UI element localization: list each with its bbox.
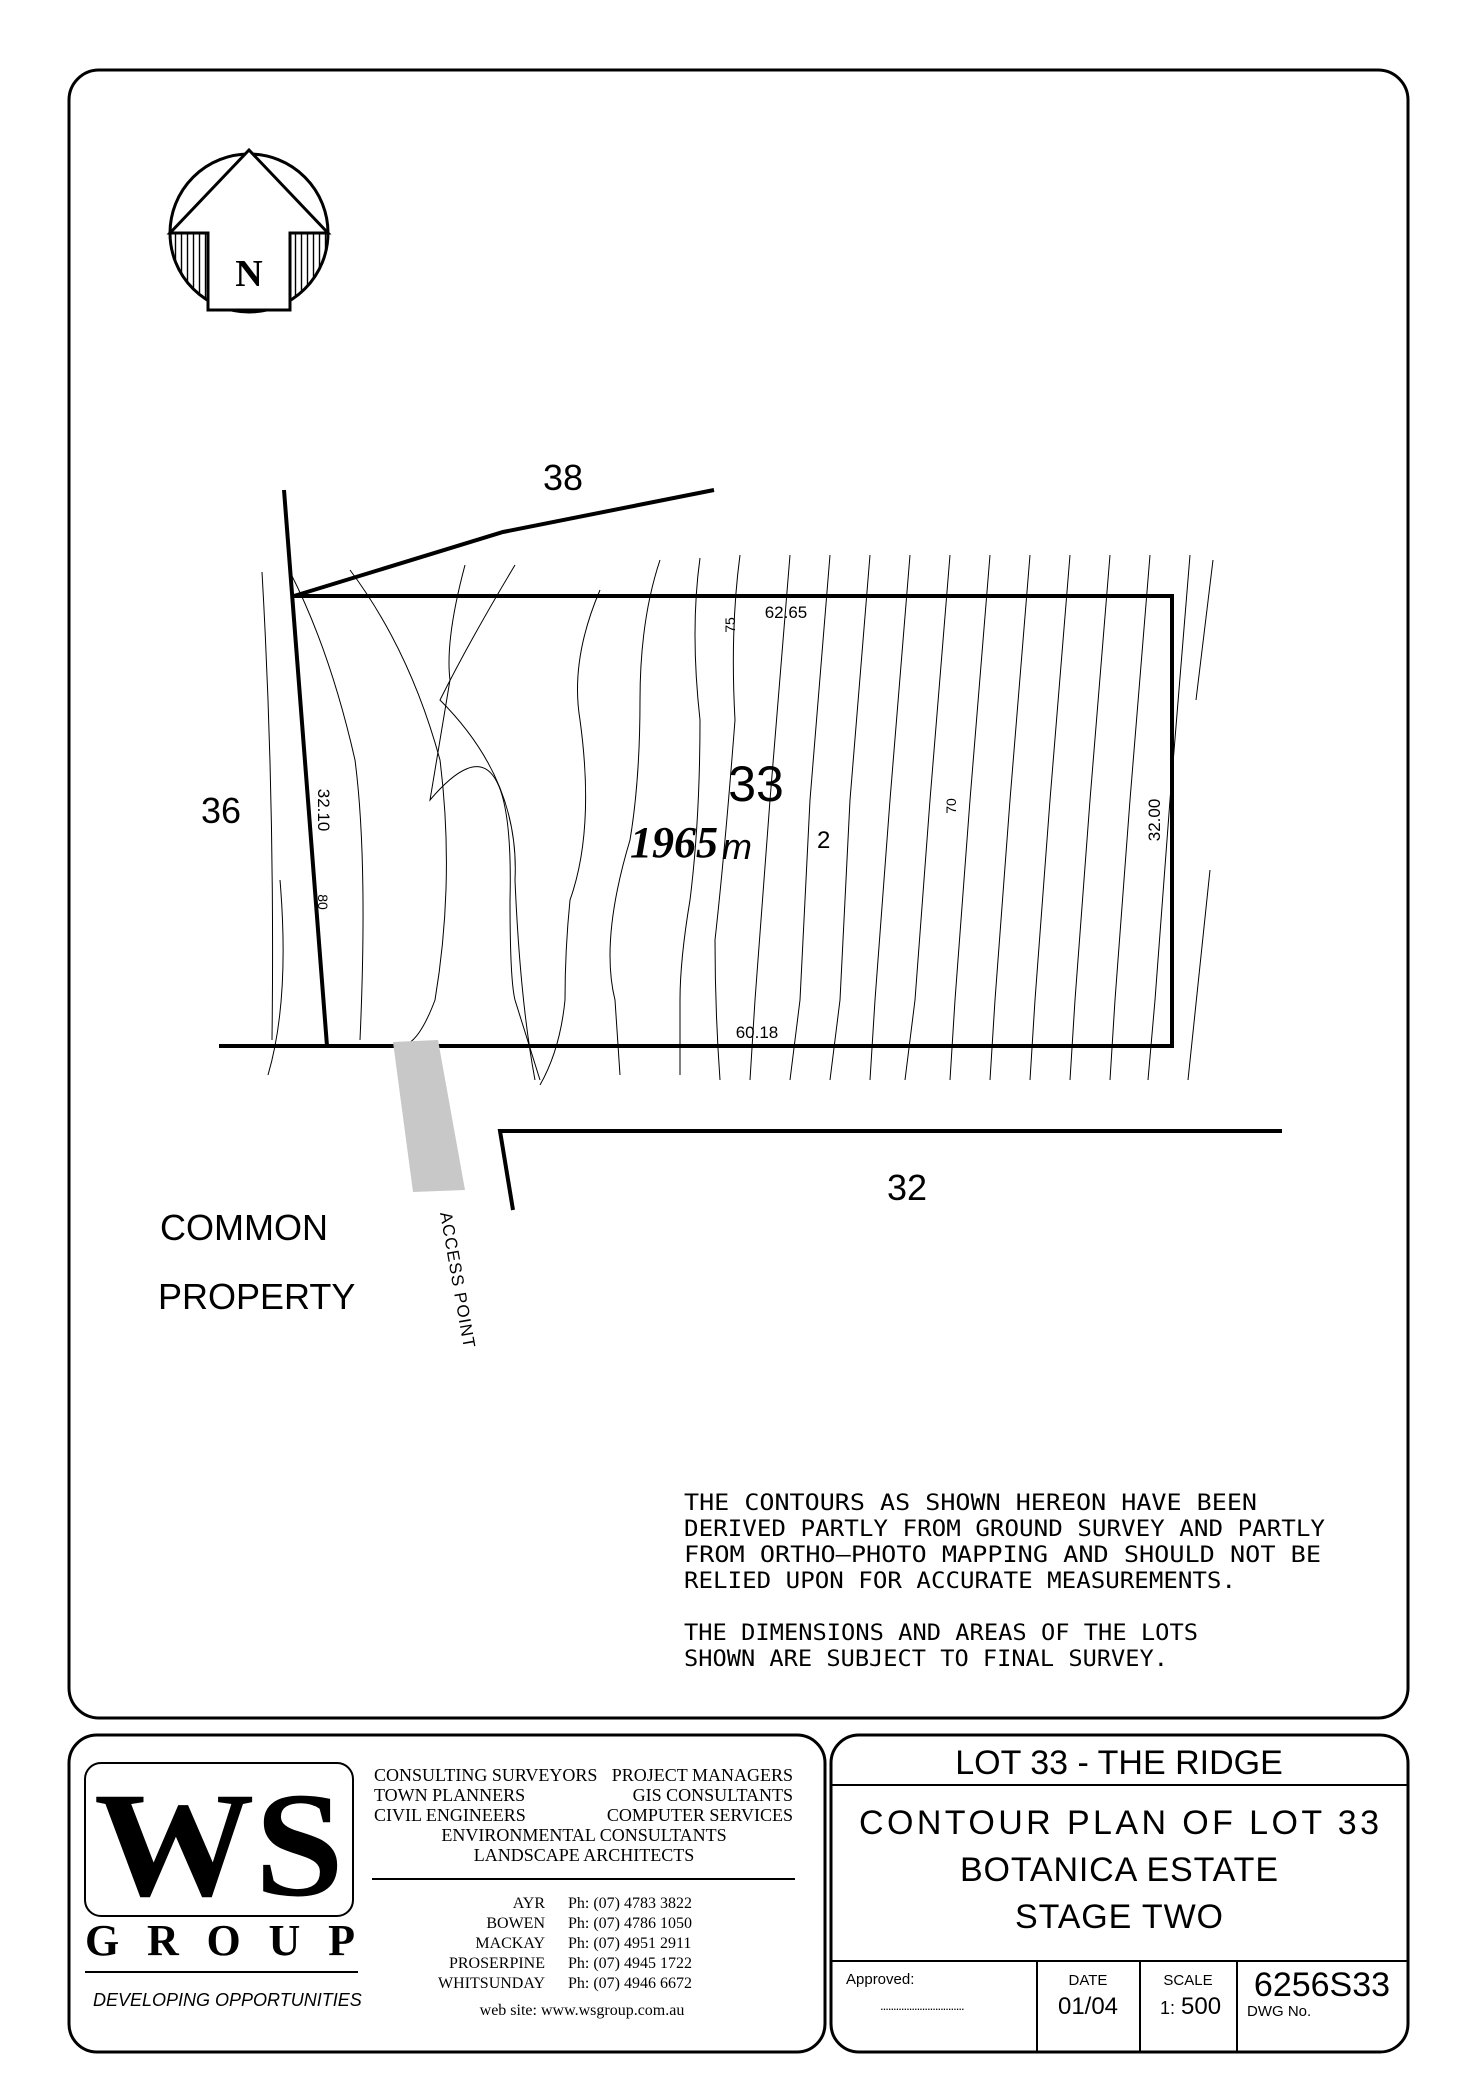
project-title: LOT 33 - THE RIDGE: [955, 1744, 1283, 1782]
service-item: LANDSCAPE ARCHITECTS: [473, 1845, 695, 1865]
service-item: CIVIL ENGINEERS: [374, 1805, 526, 1825]
office-town: BOWEN: [486, 1915, 545, 1932]
company-tagline: DEVELOPING OPPORTUNITIES: [93, 1990, 362, 2010]
dim-left-label: 32.10: [314, 788, 333, 832]
office-town: PROSERPINE: [448, 1955, 545, 1972]
access-point-area: [393, 1040, 465, 1192]
office-town: MACKAY: [475, 1935, 545, 1952]
office-town: AYR: [512, 1895, 545, 1912]
service-item: CONSULTING SURVEYORS: [374, 1765, 598, 1785]
service-item: TOWN PLANNERS: [374, 1785, 526, 1805]
dim-right-label: 32.00: [1145, 798, 1164, 842]
dwg-label: DWG No.: [1247, 2003, 1312, 2020]
contour-label-70: 70: [943, 798, 959, 814]
dim-top-label: 62.65: [764, 603, 808, 622]
lot-number: 33: [728, 756, 784, 812]
note-line: DERIVED PARTLY FROM GROUND SURVEY AND PARTLY: [684, 1517, 1325, 1542]
office-phone: Ph: (07) 4786 1050: [568, 1915, 692, 1932]
note-line: SHOWN ARE SUBJECT TO FINAL SURVEY.: [684, 1647, 1168, 1672]
office-phone: Ph: (07) 4946 6672: [568, 1975, 692, 1992]
approved-signature-line: ................................: [880, 1998, 964, 2013]
contour-lines: [262, 555, 1213, 1085]
north-arrow-icon: [70, 150, 430, 400]
note-line: THE DIMENSIONS AND AREAS OF THE LOTS: [684, 1621, 1198, 1646]
office-town: WHITSUNDAY: [438, 1975, 545, 1992]
date-label: DATE: [1068, 1972, 1108, 1989]
note-line: FROM ORTHO–PHOTO MAPPING AND SHOULD NOT BE: [684, 1543, 1321, 1568]
office-phone: Ph: (07) 4783 3822: [568, 1895, 692, 1912]
neighbour-lot-38: 38: [542, 457, 584, 498]
drawing-title: [859, 1804, 1379, 1936]
access-point-label: ACCESS POINT: [436, 1210, 479, 1351]
contour-label-80: 80: [315, 894, 331, 910]
logo-text: WS: [94, 1762, 344, 1928]
company-website: web site: www.wsgroup.com.au: [479, 2002, 685, 2019]
logo-group-text: G R O U P: [85, 1916, 355, 1965]
dwg-number: 6256S33: [1253, 1966, 1391, 2004]
date-value: 01/04: [1057, 1993, 1119, 2020]
lot-area-value: 1965: [630, 818, 718, 867]
drawing-title-line: CONTOUR PLAN OF LOT 33: [859, 1804, 1379, 1842]
approved-label: Approved:: [846, 1971, 915, 1988]
note-line: RELIED UPON FOR ACCURATE MEASUREMENTS.: [684, 1569, 1236, 1594]
office-phone: Ph: (07) 4945 1722: [568, 1955, 692, 1972]
office-list: [438, 1895, 692, 2019]
scale-value: 500: [1181, 1993, 1222, 2020]
ws-group-logo: [85, 1762, 362, 2010]
lot-area-unit: m: [722, 826, 752, 867]
common-property-line2: PROPERTY: [158, 1276, 356, 1317]
note-line: THE CONTOURS AS SHOWN HEREON HAVE BEEN: [684, 1491, 1257, 1516]
services-list: [374, 1765, 793, 1865]
office-phone: Ph: (07) 4951 2911: [568, 1935, 692, 1952]
north-label: N: [235, 253, 263, 295]
service-item: ENVIRONMENTAL CONSULTANTS: [441, 1825, 727, 1845]
scale-label: SCALE: [1163, 1972, 1213, 1989]
lot-area-unit-power: 2: [817, 827, 831, 854]
drawing-title-line: STAGE TWO: [1015, 1898, 1223, 1936]
contour-label-75: 75: [722, 617, 738, 633]
scale-prefix: 1:: [1160, 1998, 1176, 2018]
neighbour-lot-36: 36: [200, 790, 242, 831]
common-property-line1: COMMON: [160, 1207, 328, 1248]
dim-bottom-label: 60.18: [735, 1023, 779, 1042]
service-item: PROJECT MANAGERS: [611, 1765, 793, 1785]
neighbour-lot-32: 32: [886, 1167, 928, 1208]
service-item: COMPUTER SERVICES: [606, 1805, 793, 1825]
survey-notes: [684, 1491, 1325, 1672]
drawing-title-line: BOTANICA ESTATE: [960, 1851, 1278, 1889]
service-item: GIS CONSULTANTS: [632, 1785, 793, 1805]
